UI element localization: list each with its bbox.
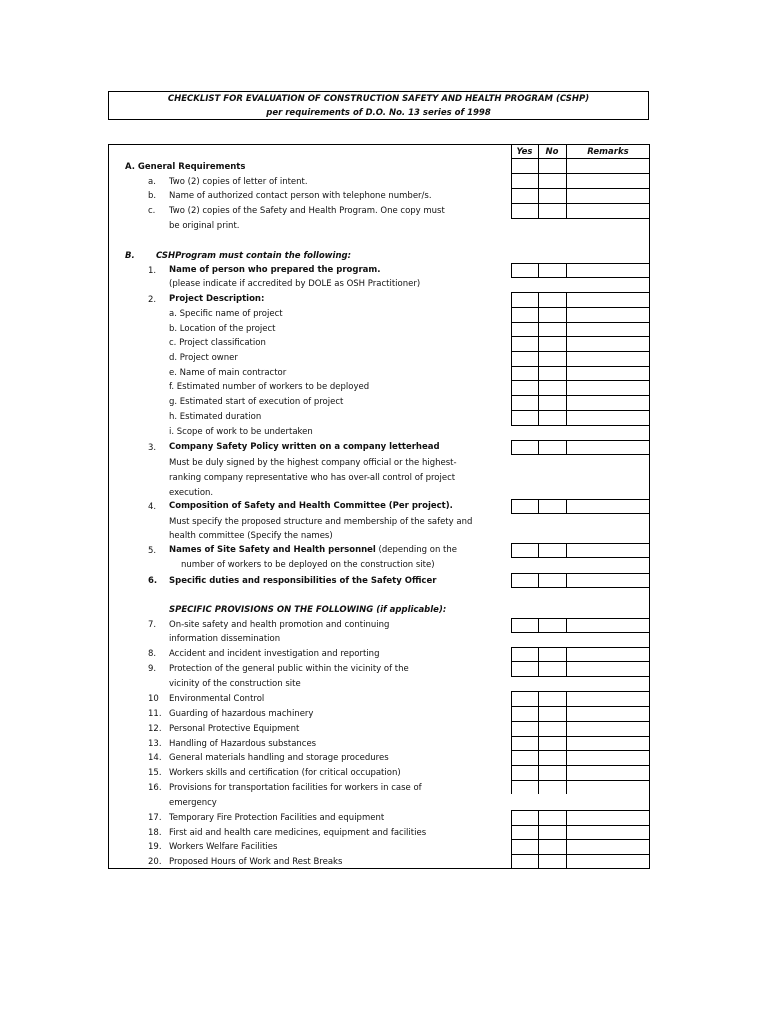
title-line-2: per requirements of D.O. No. 13 series of 1998 (266, 108, 491, 118)
answer-block (511, 292, 650, 426)
item-number: 5. (148, 546, 157, 556)
answer-row (511, 499, 650, 514)
item-detail: health committee (Specify the names) (169, 531, 333, 541)
item-detail: execution. (169, 488, 214, 498)
item-number: 16. (148, 783, 162, 793)
item-text: Handling of Hazardous substances (169, 739, 317, 749)
item-number: 8. (148, 649, 157, 659)
item-text: General materials handling and storage procedures (169, 753, 389, 763)
item-number: 15. (148, 768, 162, 778)
item-text: First aid and health care medicines, equipment and facilities (169, 828, 427, 838)
item-text-continued: vicinity of the construction site (169, 679, 301, 689)
item-text: Workers Welfare Facilities (169, 842, 278, 852)
column-header-yes: Yes (516, 147, 533, 157)
item-number: 14. (148, 753, 162, 763)
item-text-continued: information dissemination (169, 634, 281, 644)
item-text-rest: (depending on the (375, 545, 457, 555)
item-number: 3. (148, 443, 157, 453)
item-detail: Must be duly signed by the highest company official or the highest- (169, 458, 457, 468)
section-a-heading: A. General Requirements (125, 162, 246, 172)
item-text: Project Description: (169, 294, 265, 304)
item-number: 12. (148, 724, 162, 734)
item-note: (please indicate if accredited by DOLE as OSH Practitioner) (169, 279, 421, 289)
item-number: c. (148, 206, 156, 216)
item-text: Environmental Control (169, 694, 265, 704)
item-text: Two (2) copies of letter of intent. (169, 177, 308, 187)
sub-item: i. Scope of work to be undertaken (169, 427, 313, 437)
item-text: Names of Site Safety and Health personnel (169, 545, 376, 555)
item-number: 2. (148, 295, 157, 305)
item-number: b. (148, 191, 157, 201)
item-text: Name of person who prepared the program. (169, 265, 381, 275)
title-line-1: CHECKLIST FOR EVALUATION OF CONSTRUCTION SAFETY AND HEALTH PROGRAM (CSHP) (167, 94, 590, 104)
item-text: Personal Protective Equipment (169, 724, 300, 734)
item-text: Guarding of hazardous machinery (169, 709, 314, 719)
item-text: Name of authorized contact person with telephone number/s. (169, 191, 432, 201)
item-text: Two (2) copies of the Safety and Health Program. One copy must (169, 206, 445, 216)
item-number: 20. (148, 857, 162, 867)
item-text: Accident and incident investigation and reporting (169, 649, 380, 659)
item-detail: ranking company representative who has over-all control of project (169, 473, 456, 483)
sub-item: h. Estimated duration (169, 412, 262, 422)
column-header-no: No (545, 147, 559, 157)
sub-item: c. Project classification (169, 338, 266, 348)
answer-row (511, 618, 650, 633)
answer-row (511, 263, 650, 278)
column-header-remarks: Remarks (587, 147, 629, 157)
item-text: Composition of Safety and Health Committee (Per project). (169, 501, 453, 511)
item-text: Specific duties and responsibilities of the Safety Officer (169, 576, 437, 586)
item-number: 11. (148, 709, 162, 719)
sub-item: f. Estimated number of workers to be deployed (169, 382, 370, 392)
item-number: 1. (148, 266, 157, 276)
item-number: 4. (148, 502, 157, 512)
sub-item: d. Project owner (169, 353, 238, 363)
section-b-heading: CSHProgram must contain the following: (156, 251, 351, 261)
item-number: 7. (148, 620, 157, 630)
item-number: 18. (148, 828, 162, 838)
sub-item: a. Specific name of project (169, 309, 283, 319)
answer-row (511, 543, 650, 558)
item-number: 17. (148, 813, 162, 823)
item-number: 6. (148, 576, 158, 586)
item-number: 13. (148, 739, 162, 749)
sub-item: g. Estimated start of execution of project (169, 397, 344, 407)
item-text: Protection of the general public within the vicinity of the (169, 664, 409, 674)
item-text: Temporary Fire Protection Facilities and equipment (169, 813, 385, 823)
item-text: On-site safety and health promotion and continuing (169, 620, 390, 630)
item-number: 19. (148, 842, 162, 852)
sub-item: e. Name of main contractor (169, 368, 287, 378)
item-text: Proposed Hours of Work and Rest Breaks (169, 857, 343, 867)
item-detail: Must specify the proposed structure and membership of the safety and (169, 517, 473, 527)
item-text: Workers skills and certification (for critical occupation) (169, 768, 401, 778)
answer-row (511, 573, 650, 588)
specific-provisions-heading: SPECIFIC PROVISIONS ON THE FOLLOWING (if applicable): (169, 605, 447, 615)
item-number: 10 (148, 694, 159, 704)
sub-item: b. Location of the project (169, 324, 276, 334)
item-text-continued: be original print. (169, 221, 240, 231)
item-number: 9. (148, 664, 157, 674)
item-detail: number of workers to be deployed on the construction site) (181, 560, 435, 570)
section-b-number: B. (125, 251, 135, 261)
answer-block (511, 647, 650, 677)
item-text: Company Safety Policy written on a company letterhead (169, 442, 440, 452)
document-title (108, 91, 649, 120)
item-number: a. (148, 177, 156, 187)
answer-row (511, 440, 650, 455)
item-text-continued: emergency (169, 798, 217, 808)
item-text: Provisions for transportation facilities for workers in case of (169, 783, 422, 793)
item-text-line (169, 544, 457, 556)
